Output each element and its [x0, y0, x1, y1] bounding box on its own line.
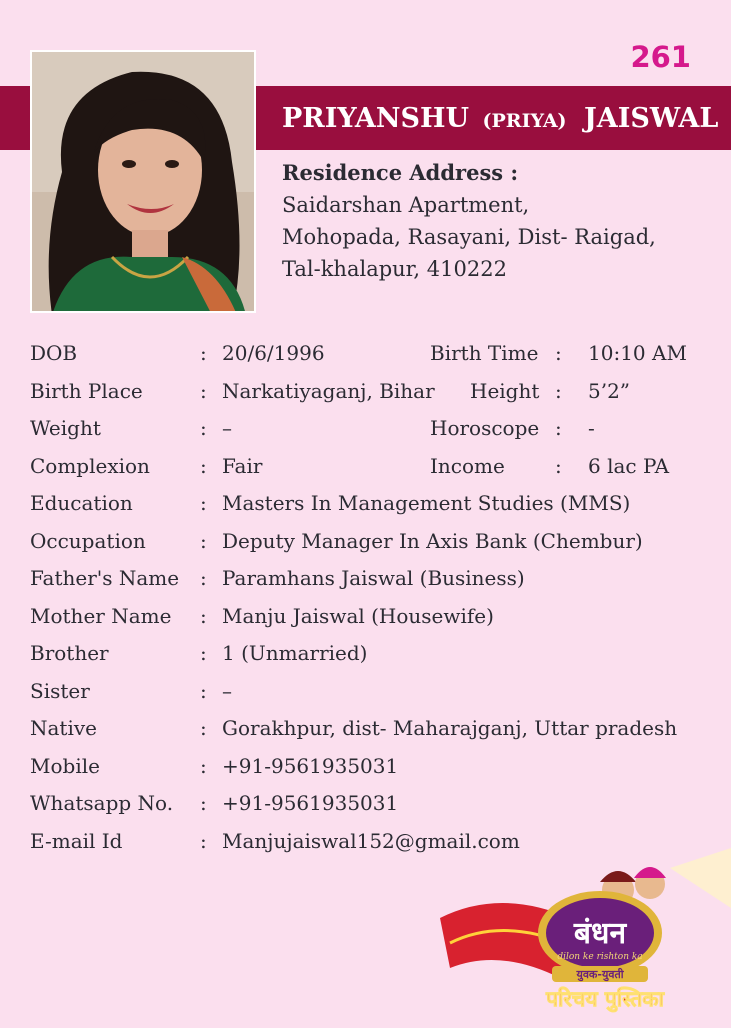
detail-value-dob: 20/6/1996 [222, 341, 325, 365]
address-line: Mohopada, Rasayani, Dist- Raigad, [282, 225, 656, 249]
detail-separator: : [555, 379, 562, 403]
address-heading: Residence Address : [282, 160, 519, 185]
detail-label-dob: DOB [30, 341, 78, 365]
detail-label-complexion: Complexion [30, 454, 150, 478]
detail-label-sister: Sister [30, 679, 90, 703]
detail-value-horoscope: - [588, 416, 595, 440]
detail-value-sister: – [222, 679, 232, 703]
detail-value-fathers-name: Paramhans Jaiswal (Business) [222, 566, 525, 590]
detail-separator: : [200, 529, 207, 553]
detail-label-height: Height [470, 379, 540, 403]
detail-label-brother: Brother [30, 641, 109, 665]
detail-label-horoscope: Horoscope [430, 416, 540, 440]
detail-value-occupation: Deputy Manager In Axis Bank (Chembur) [222, 529, 643, 553]
detail-label-mobile: Mobile [30, 754, 100, 778]
detail-value-education: Masters In Management Studies (MMS) [222, 491, 631, 515]
detail-separator: : [200, 379, 207, 403]
detail-value-whatsapp: +91-9561935031 [222, 791, 399, 815]
detail-value-income: 6 lac PA [588, 454, 670, 478]
detail-value-weight: – [222, 416, 232, 440]
detail-separator: : [555, 341, 562, 365]
last-name: JAISWAL [583, 103, 719, 134]
detail-label-birth-time: Birth Time [430, 341, 539, 365]
detail-separator: : [555, 416, 562, 440]
first-name: PRIYANSHU [282, 103, 470, 134]
detail-value-native: Gorakhpur, dist- Maharajganj, Uttar pradesh [222, 716, 678, 740]
detail-label-weight: Weight [30, 416, 101, 440]
detail-separator: : [200, 791, 207, 815]
profile-name [282, 86, 718, 150]
detail-value-birth-place: Narkatiyaganj, Bihar [222, 379, 435, 403]
profile-photo [30, 50, 256, 313]
detail-separator: : [200, 604, 207, 628]
detail-value-email: Manjujaiswal152@gmail.com [222, 829, 520, 853]
detail-separator: : [200, 641, 207, 665]
page-number: 261 [630, 40, 691, 74]
detail-separator: : [200, 754, 207, 778]
logo-subtitle-bottom: परिचय पुस्तिका [546, 987, 664, 1011]
nickname: (PRIYA) [482, 110, 567, 132]
detail-label-income: Income [430, 454, 505, 478]
detail-separator: : [200, 341, 207, 365]
detail-label-education: Education [30, 491, 133, 515]
detail-label-native: Native [30, 716, 97, 740]
detail-label-birth-place: Birth Place [30, 379, 143, 403]
logo-subtitle-top: युवक-युवती [576, 968, 624, 981]
detail-value-mother-name: Manju Jaiswal (Housewife) [222, 604, 494, 628]
address-line: Tal-khalapur, 410222 [282, 257, 507, 281]
address-line: Saidarshan Apartment, [282, 193, 530, 217]
logo-tagline: dilon ke rishton ka [557, 952, 643, 962]
detail-label-occupation: Occupation [30, 529, 146, 553]
detail-label-mother-name: Mother Name [30, 604, 172, 628]
detail-label-whatsapp: Whatsapp No. [30, 791, 174, 815]
detail-separator: : [555, 454, 562, 478]
detail-separator: : [200, 416, 207, 440]
detail-separator: : [200, 566, 207, 590]
detail-label-fathers-name: Father's Name [30, 566, 180, 590]
detail-separator: : [200, 829, 207, 853]
bandhan-logo [440, 848, 731, 1024]
detail-value-complexion: Fair [222, 454, 263, 478]
detail-value-height: 5’2” [588, 379, 631, 403]
detail-separator: : [200, 491, 207, 515]
detail-value-birth-time: 10:10 AM [588, 341, 687, 365]
logo-title: बंधन [573, 916, 627, 951]
detail-value-brother: 1 (Unmarried) [222, 641, 368, 665]
detail-separator: : [200, 716, 207, 740]
detail-value-mobile: +91-9561935031 [222, 754, 399, 778]
detail-label-email: E-mail Id [30, 829, 123, 853]
detail-separator: : [200, 454, 207, 478]
detail-separator: : [200, 679, 207, 703]
